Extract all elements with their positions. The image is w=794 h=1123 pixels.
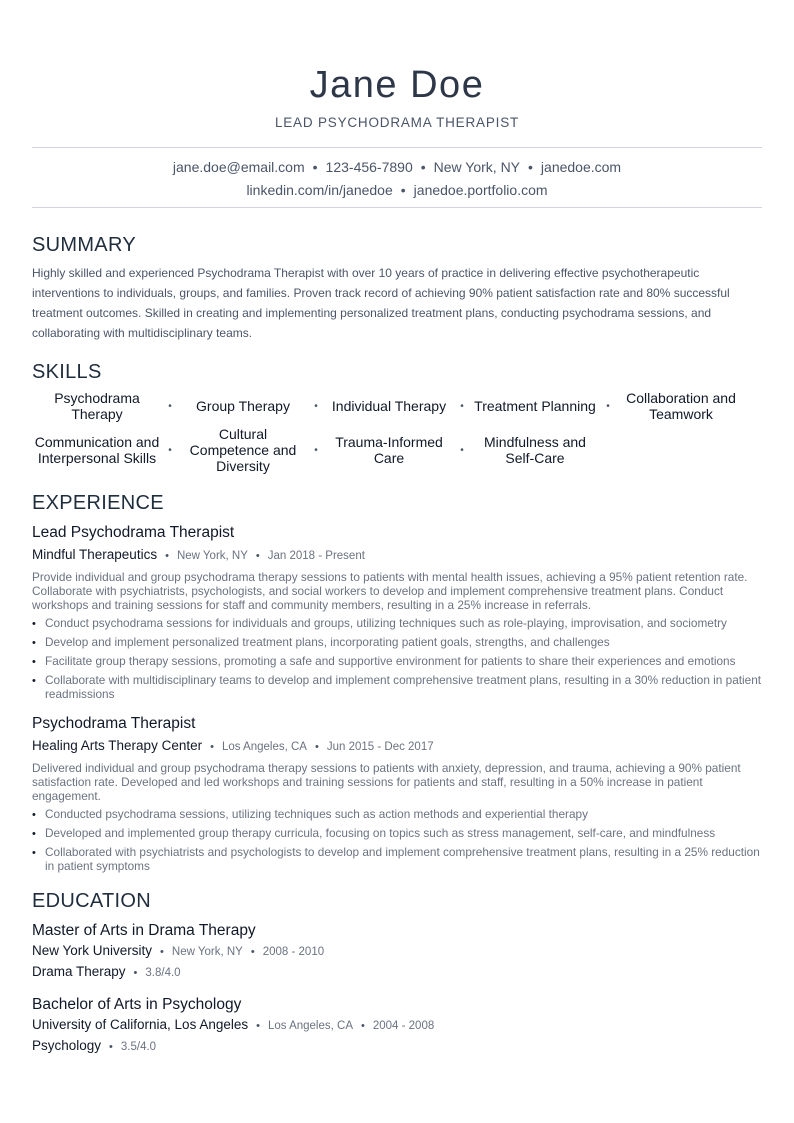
contact-phone[interactable]: 123-456-7890 xyxy=(325,159,413,175)
meta-separator: • xyxy=(256,1020,260,1032)
skill-separator: • xyxy=(460,444,464,456)
job-bullet: • Conducted psychodrama sessions, utilizing techniques such as action methods and experiential therapy xyxy=(32,807,762,821)
experience-heading: EXPERIENCE xyxy=(32,492,164,514)
contact-line-1 xyxy=(32,156,762,179)
degree-title: Master of Arts in Drama Therapy xyxy=(32,922,256,939)
meta-separator: • xyxy=(361,1020,365,1032)
job-dates: Jun 2015 - Dec 2017 xyxy=(326,741,434,753)
contact-linkedin[interactable]: linkedin.com/in/janedoe xyxy=(246,182,393,198)
job-entry xyxy=(32,523,762,701)
job-title: Lead Psychodrama Therapist xyxy=(32,524,235,541)
job-meta xyxy=(32,545,762,566)
skill-separator: • xyxy=(168,400,172,412)
meta-separator: • xyxy=(255,550,260,562)
skills-grid xyxy=(32,390,762,474)
degree-school: University of California, Los Angeles xyxy=(32,1017,249,1032)
degree-entry xyxy=(32,995,762,1057)
skill-separator: • xyxy=(314,444,318,456)
skill-item: Mindfulness and Self-Care xyxy=(484,434,586,466)
job-description: Delivered individual and group psychodrama therapy sessions to patients with anxiety, depression, and trauma, achieving a 90% patient satisfaction rate. Developed and led workshops and training sessions for patients and staff, resulting in a 50% increase in patient engagement. xyxy=(32,761,741,803)
skill-item: Communication and Interpersonal Skills xyxy=(34,434,160,466)
degree-gpa: 3.5/4.0 xyxy=(120,1041,157,1053)
summary-text: Highly skilled and experienced Psychodrama Therapist with over 10 years of practice in delivering effective psychotherapeutic interventions to individuals, groups, and families. Proven track record of achieving 90% patient satisfaction rate and 80% successful treatment outcomes. Skilled in creating and implementing personalized treatment plans, conducting psychodrama sessions, and collaborating with multidisciplinary teams. xyxy=(32,266,730,340)
skill-separator: • xyxy=(460,400,464,412)
contact-location: New York, NY xyxy=(433,159,521,175)
degree-school-line xyxy=(32,1015,762,1036)
skill-item: Cultural Competence and Diversity xyxy=(189,426,297,474)
job-location: Los Angeles, CA xyxy=(221,741,307,753)
degree-entry xyxy=(32,921,762,983)
meta-separator: • xyxy=(109,1041,113,1053)
skill-item: Individual Therapy xyxy=(331,398,447,414)
job-location: New York, NY xyxy=(176,550,248,562)
candidate-name: Jane Doe xyxy=(309,64,485,106)
meta-separator: • xyxy=(160,946,164,958)
resume-page xyxy=(32,0,762,1057)
job-bullets xyxy=(32,616,762,701)
education-heading: EDUCATION xyxy=(32,890,151,912)
job-meta xyxy=(32,736,762,757)
degree-school: New York University xyxy=(32,943,153,958)
degree-school-line xyxy=(32,941,762,962)
job-bullet: • Facilitate group therapy sessions, promoting a safe and supportive environment for patients to share their experiences and emotions xyxy=(32,654,762,668)
meta-separator: • xyxy=(165,550,169,562)
job-title: Psychodrama Therapist xyxy=(32,715,196,732)
degree-dates: 2008 - 2010 xyxy=(262,946,325,958)
meta-separator: • xyxy=(133,967,138,979)
skill-item: Group Therapy xyxy=(196,398,290,414)
job-company: Mindful Therapeutics xyxy=(32,547,158,562)
meta-separator: • xyxy=(314,741,319,753)
candidate-headline: LEAD PSYCHODRAMA THERAPIST xyxy=(274,115,520,130)
degree-field: Psychology xyxy=(32,1038,102,1053)
contact-email[interactable]: jane.doe@email.com xyxy=(172,159,305,175)
job-dates: Jan 2018 - Present xyxy=(267,550,365,562)
meta-separator: • xyxy=(210,741,214,753)
contact-portfolio[interactable]: janedoe.portfolio.com xyxy=(413,182,548,198)
skill-separator: • xyxy=(606,400,610,412)
skill-item: Trauma-Informed Care xyxy=(335,434,443,466)
skills-heading: SKILLS xyxy=(32,361,102,383)
contact-separator: • xyxy=(400,182,406,198)
job-bullet: • Collaborate with multidisciplinary teams to develop and implement comprehensive treatment plans, resulting in a 30% reduction in patient readmissions xyxy=(32,673,762,701)
job-bullet: • Collaborated with psychiatrists and psychologists to develop and implement comprehensive treatment plans, resulting in a 25% reduction in patient symptoms xyxy=(32,845,762,873)
degree-location: Los Angeles, CA xyxy=(267,1020,353,1032)
degree-gpa: 3.8/4.0 xyxy=(145,967,181,979)
job-company: Healing Arts Therapy Center xyxy=(32,738,203,753)
skill-separator: • xyxy=(168,444,172,456)
job-description: Provide individual and group psychodrama therapy sessions to patients with mental health issues, achieving a 95% patient retention rate. Collaborate with psychiatrists, psychologists, and social workers to develop and implement comprehensive treatment plans. Conduct workshops and training sessions for staff and community members, resulting in a 25% increase in referrals. xyxy=(32,570,748,612)
job-entry xyxy=(32,714,762,873)
contact-block xyxy=(32,148,762,207)
job-bullet: • Conduct psychodrama sessions for individuals and groups, utilizing techniques such as role-playing, improvisation, and sociometry xyxy=(32,616,762,630)
summary-heading: SUMMARY xyxy=(32,234,136,256)
degree-title: Bachelor of Arts in Psychology xyxy=(32,996,242,1013)
degree-field-line xyxy=(32,1036,762,1057)
degree-field: Drama Therapy xyxy=(32,964,126,979)
skill-item: Psychodrama Therapy xyxy=(54,390,140,422)
meta-separator: • xyxy=(250,946,255,958)
skill-separator: • xyxy=(314,400,318,412)
degree-field-line xyxy=(32,962,762,983)
contact-separator: • xyxy=(312,159,318,175)
contact-separator: • xyxy=(420,159,426,175)
header-divider-bottom xyxy=(32,207,762,208)
job-bullet: • Developed and implemented group therapy curricula, focusing on topics such as stress management, self-care, and mindfulness xyxy=(32,826,762,840)
contact-website[interactable]: janedoe.com xyxy=(540,159,622,175)
degree-dates: 2004 - 2008 xyxy=(372,1020,435,1032)
skill-item: Collaboration and Teamwork xyxy=(626,390,736,422)
degree-location: New York, NY xyxy=(171,946,243,958)
skill-item: Treatment Planning xyxy=(474,398,596,414)
contact-line-2 xyxy=(32,179,762,202)
contact-separator: • xyxy=(528,159,533,175)
job-bullet: • Develop and implement personalized treatment plans, incorporating patient goals, strengths, and challenges xyxy=(32,635,762,649)
job-bullets xyxy=(32,807,762,873)
